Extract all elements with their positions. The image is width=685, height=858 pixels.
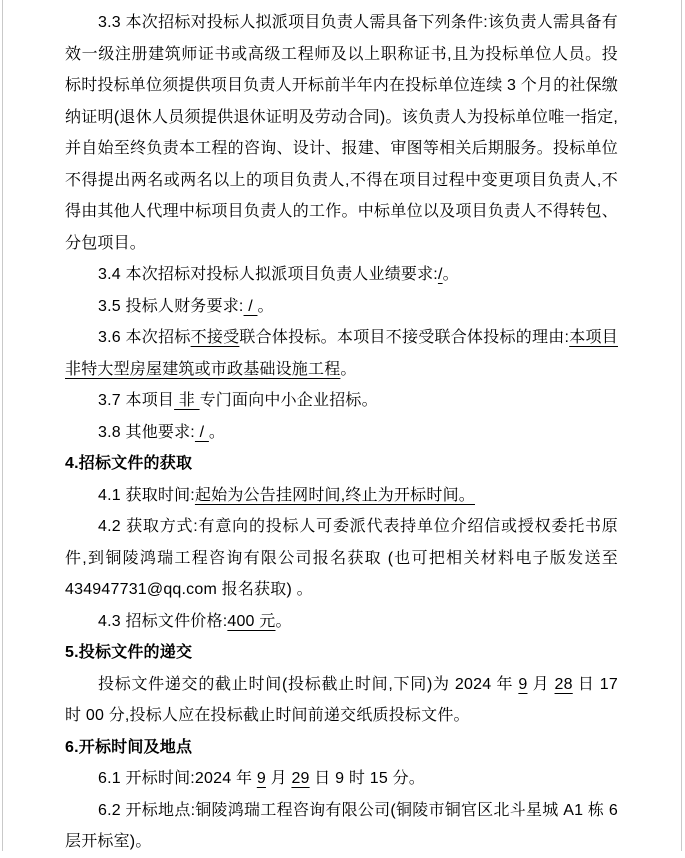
underlined-text: / xyxy=(437,266,443,283)
underlined-text: 29 xyxy=(291,770,310,787)
clause-3-5 xyxy=(65,291,618,323)
text-run: 4.招标文件的获取 xyxy=(65,455,193,472)
text-run: 联合体投标。本项目不接受联合体投标的理由: xyxy=(239,329,570,346)
section-5-heading xyxy=(65,637,618,669)
clause-3-6 xyxy=(65,322,618,385)
text-run: 3.8 其他要求: xyxy=(98,423,195,441)
underlined-text: 本项目非特大型房屋建筑或市政基础设施工程 xyxy=(65,329,618,378)
clause-6-2 xyxy=(65,795,618,858)
underlined-text: 28 xyxy=(554,675,573,693)
page-left-edge xyxy=(2,0,3,851)
text-run: 4.3 招标文件价格: xyxy=(98,612,228,630)
text-run: 5.投标文件的递交 xyxy=(65,644,193,661)
document-body xyxy=(65,7,618,858)
text-run: 。 xyxy=(442,266,459,283)
clause-4-1 xyxy=(65,480,618,512)
underlined-text: 非 xyxy=(174,392,200,409)
clause-4-2 xyxy=(65,511,618,606)
clause-3-4 xyxy=(65,259,618,291)
underlined-text: 9 xyxy=(256,770,266,787)
text-run: 。 xyxy=(340,360,357,378)
text-run: 4.1 获取时间: xyxy=(98,486,195,504)
text-run: 6.1 开标时间:2024 年 xyxy=(98,770,257,787)
clause-3-7 xyxy=(65,385,618,417)
text-run: 。 xyxy=(275,612,292,630)
clause-6-1 xyxy=(65,763,618,795)
underlined-text: 起始为公告挂网时间,终止为开标时间。 xyxy=(194,486,475,504)
clause-3-8 xyxy=(65,417,618,449)
text-run: 投标文件递交的截止时间(投标截止时间,下同)为 2024 年 xyxy=(98,675,519,693)
text-run: 3.4 本次招标对投标人拟派项目负责人业绩要求: xyxy=(98,266,438,283)
underlined-text: / xyxy=(194,423,209,441)
text-run: 月 xyxy=(265,770,292,787)
text-run: 4.2 获取方式:有意向的投标人可委派代表持单位介绍信或授权委托书原件,到铜陵鸿瑞工程咨询有限公司报名获取 (也可把相关材料电子版发送至 434947731@qq.com 报名获取) 。 xyxy=(65,518,618,598)
section-4-heading xyxy=(65,448,618,480)
text-run: 3.3 本次招标对投标人拟派项目负责人需具备下列条件:该负责人需具备有效一级注册建筑师证书或高级工程师及以上职称证书,且为投标单位人员。投标时投标单位须提供项目负责人开标前半年内在投标单位连续 3 个月的社保缴纳证明(退休人员须提供退休证明及劳动合同)。该负责人为投标单位唯一指定,并自始至终负责本工程的咨询、设计、报建、审图等相关后期服务。投标单位不得提出两名或两名以上的项目负责人,不得在项目过程中变更项目负责人,不得由其他人代理中标项目负责人的工作。中标单位以及项目负责人不得转包、分包项目。 xyxy=(65,14,618,252)
text-run: 3.5 投标人财务要求: xyxy=(98,297,244,315)
text-run: 月 xyxy=(527,675,555,693)
underlined-text: / xyxy=(243,297,258,315)
underlined-text: 不接受 xyxy=(190,329,240,346)
text-run: 3.6 本次招标 xyxy=(98,329,191,346)
page-right-edge xyxy=(681,0,682,851)
clause-3-3 xyxy=(65,7,618,259)
text-run: 6.开标时间及地点 xyxy=(65,738,193,756)
text-run: 。 xyxy=(257,297,274,315)
text-run: 日 9 时 15 分。 xyxy=(309,770,425,787)
section-6-heading xyxy=(65,732,618,764)
text-run: 6.2 开标地点:铜陵鸿瑞工程咨询有限公司(铜陵市铜官区北斗星城 A1 栋 6 层开标室)。 xyxy=(65,801,618,850)
clause-5-1 xyxy=(65,669,618,732)
underlined-text: 400 元 xyxy=(227,612,276,630)
text-run: 。 xyxy=(208,423,226,441)
text-run: 专门面向中小企业招标。 xyxy=(199,392,378,409)
text-run: 3.7 本项目 xyxy=(98,392,175,409)
clause-4-3 xyxy=(65,606,618,638)
underlined-text: 9 xyxy=(518,675,528,693)
text-run: 日 17 时 00 分,投标人应在投标截止时间前递交纸质投标文件。 xyxy=(65,675,618,724)
